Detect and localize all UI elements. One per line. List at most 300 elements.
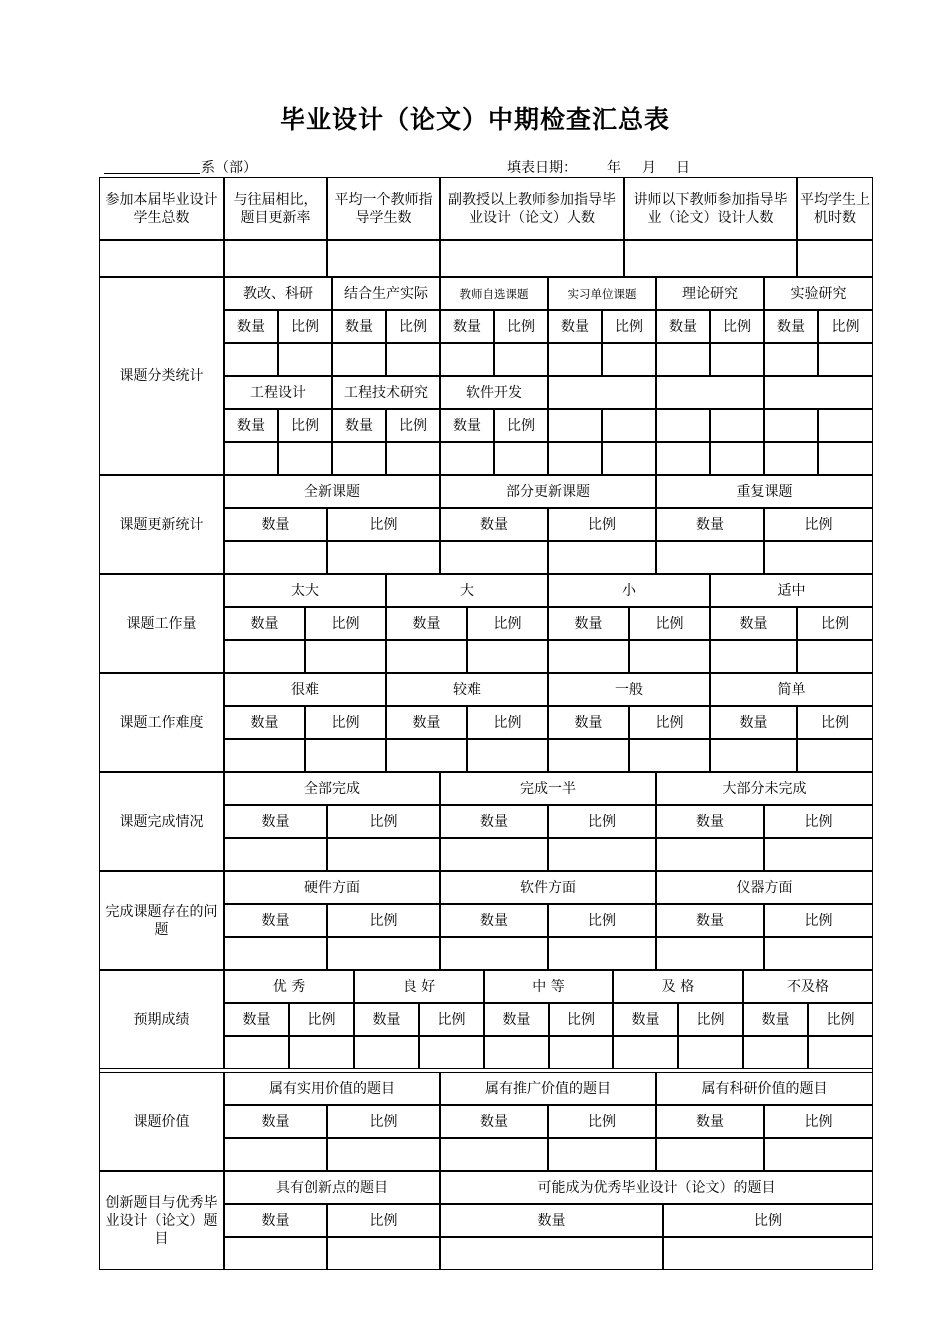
completion-ratio-header-text: 比例 — [369, 813, 398, 830]
innovation-label-text: 创新题目与优秀毕业设计（论文）题目 — [105, 1194, 218, 1247]
topic_update-value-cell[interactable] — [548, 541, 656, 574]
grades-value-cell[interactable] — [808, 1036, 873, 1069]
topic-category-ratio-header-2 — [818, 409, 873, 442]
difficulty-value-cell[interactable] — [629, 739, 710, 772]
topic-category-ratio-header — [386, 310, 440, 343]
innovation-ratio-header — [327, 1204, 440, 1237]
innovation-category-2-text: 可能成为优秀毕业设计（论文）的题目 — [537, 1179, 776, 1196]
topic-category-ratio-header-text: 比例 — [615, 318, 643, 335]
grades-value-cell[interactable] — [484, 1036, 549, 1069]
value-value-cell[interactable] — [548, 1138, 656, 1171]
value-ratio-header-text: 比例 — [804, 1113, 833, 1130]
topic_update-value-cell[interactable] — [440, 541, 548, 574]
topic_update-category-3-text: 重复课题 — [736, 483, 793, 500]
topic-category-type-1 — [224, 277, 332, 310]
topic-category-count-header — [440, 310, 494, 343]
topic-category-type2-2 — [332, 376, 440, 409]
difficulty-category-1-text: 很难 — [291, 681, 319, 698]
topic-category-value-cell-2[interactable] — [710, 442, 764, 475]
grades-ratio-header — [808, 1003, 873, 1036]
completion-ratio-header — [327, 805, 440, 838]
problems-count-header — [656, 904, 764, 937]
year-label: 年 — [607, 160, 621, 176]
workload-count-header-text: 数量 — [412, 615, 441, 632]
topic_update-ratio-header-text: 比例 — [804, 516, 833, 533]
topic-category-count-header-2 — [656, 409, 710, 442]
topic-category-count-header-2-text: 数量 — [453, 417, 481, 434]
topic-category-ratio-header-2 — [494, 409, 548, 442]
problems-label-text: 完成课题存在的问题 — [105, 903, 218, 938]
workload-count-header-text: 数量 — [739, 615, 768, 632]
value-value-cell[interactable] — [440, 1138, 548, 1171]
topic_update-ratio-header — [548, 508, 656, 541]
topic-category-value-cell[interactable] — [818, 343, 873, 376]
value-category-2-text: 属有推广价值的题目 — [485, 1080, 611, 1097]
innovation-value-cell[interactable] — [327, 1237, 440, 1270]
workload-ratio-header-text: 比例 — [331, 615, 360, 632]
topic-category-value-cell[interactable] — [494, 343, 548, 376]
grades-value-cell[interactable] — [224, 1036, 289, 1069]
topic-category-value-cell-2[interactable] — [332, 442, 386, 475]
topic-category-ratio-header-2 — [710, 409, 764, 442]
innovation-ratio-header-text: 比例 — [369, 1212, 398, 1229]
innovation-label — [99, 1171, 224, 1270]
value-value-cell[interactable] — [224, 1138, 327, 1171]
problems-label — [99, 871, 224, 970]
topic_update-value-cell[interactable] — [327, 541, 440, 574]
problems-category-3-text: 仪器方面 — [736, 879, 793, 896]
difficulty-ratio-header — [467, 706, 548, 739]
topic-category-value-cell[interactable] — [224, 343, 278, 376]
topic-category-value-cell-2[interactable] — [656, 442, 710, 475]
topic-category-count-header-text: 数量 — [345, 318, 373, 335]
difficulty-value-cell[interactable] — [386, 739, 467, 772]
grades-count-header — [613, 1003, 678, 1036]
difficulty-label-text: 课题工作难度 — [119, 714, 204, 731]
innovation-count-header — [440, 1204, 663, 1237]
topic-category-ratio-header-2 — [278, 409, 332, 442]
workload-count-header — [224, 607, 305, 640]
grades-category-3 — [484, 970, 613, 1003]
value-category-3-text: 属有科研价值的题目 — [701, 1080, 828, 1097]
difficulty-count-header — [224, 706, 305, 739]
difficulty-ratio-header — [305, 706, 386, 739]
topic-category-value-cell-2[interactable] — [548, 442, 602, 475]
completion-count-header-text: 数量 — [696, 813, 724, 830]
topic-category-count-header — [764, 310, 818, 343]
topic-category-type-2 — [332, 277, 440, 310]
grades-ratio-header-text: 比例 — [696, 1011, 725, 1028]
topic-category-type-5 — [656, 277, 764, 310]
innovation-category-2 — [440, 1171, 873, 1204]
grades-value-cell[interactable] — [549, 1036, 613, 1069]
summary-header-4-text: 副教授以上教师参加指导毕业设计（论文）人数 — [448, 191, 616, 226]
problems-ratio-header-text: 比例 — [369, 912, 398, 929]
workload-category-2 — [386, 574, 548, 607]
summary-value-1[interactable] — [99, 240, 224, 277]
grades-category-5 — [743, 970, 873, 1003]
topic-category-ratio-header-text: 比例 — [723, 318, 751, 335]
completion-ratio-header — [548, 805, 656, 838]
grades-count-header-text: 数量 — [372, 1011, 401, 1028]
difficulty-category-3-text: 一般 — [615, 681, 643, 698]
summary-header-5 — [624, 177, 797, 240]
workload-value-cell[interactable] — [548, 640, 629, 673]
topic-category-type-4-text: 实习单位课题 — [567, 286, 637, 301]
topic-category-type2-6 — [764, 376, 873, 409]
topic-category-type-2-text: 结合生产实际 — [344, 285, 428, 302]
difficulty-ratio-header-text: 比例 — [493, 714, 522, 731]
workload-value-cell[interactable] — [386, 640, 467, 673]
topic-category-value-cell[interactable] — [602, 343, 656, 376]
grades-count-header — [743, 1003, 808, 1036]
topic-category-type2-3-text: 软件开发 — [466, 384, 522, 401]
value-value-cell[interactable] — [327, 1138, 440, 1171]
department-blank[interactable] — [104, 159, 200, 174]
difficulty-count-header-text: 数量 — [412, 714, 441, 731]
problems-value-cell[interactable] — [440, 937, 548, 970]
completion-value-cell[interactable] — [440, 838, 548, 871]
difficulty-ratio-header-text: 比例 — [655, 714, 684, 731]
innovation-category-1 — [224, 1171, 440, 1204]
workload-ratio-header — [467, 607, 548, 640]
grades-count-header — [224, 1003, 289, 1036]
department-label: 系（部） — [201, 160, 257, 176]
topic-category-value-cell[interactable] — [710, 343, 764, 376]
topic-category-ratio-header — [710, 310, 764, 343]
workload-label-text: 课题工作量 — [126, 615, 197, 632]
date-label: 填表日期： — [507, 160, 577, 176]
grades-value-cell[interactable] — [678, 1036, 743, 1069]
grades-ratio-header-text: 比例 — [437, 1011, 466, 1028]
grades-category-3-text: 中 等 — [532, 978, 565, 995]
topic-category-type-3 — [440, 277, 548, 310]
problems-count-header-text: 数量 — [480, 912, 508, 929]
difficulty-ratio-header-text: 比例 — [821, 714, 849, 731]
grades-value-cell[interactable] — [613, 1036, 678, 1069]
grades-category-4-text: 及 格 — [661, 978, 695, 995]
topic_update-count-header-text: 数量 — [261, 516, 290, 533]
completion-value-cell[interactable] — [764, 838, 873, 871]
topic_update-ratio-header — [327, 508, 440, 541]
topic-category-type2-1 — [224, 376, 332, 409]
topic_update-ratio-header-text: 比例 — [588, 516, 616, 533]
value-count-header — [440, 1105, 548, 1138]
difficulty-category-4 — [710, 673, 873, 706]
summary-header-3-text: 平均一个教师指导学生数 — [334, 191, 433, 226]
innovation-value-cell[interactable] — [440, 1237, 663, 1270]
grades-count-header — [484, 1003, 549, 1036]
topic-category-type-4 — [548, 277, 656, 310]
topic-category-count-header-2 — [332, 409, 386, 442]
grades-count-header-text: 数量 — [631, 1011, 660, 1028]
value-value-cell[interactable] — [656, 1138, 764, 1171]
value-category-1 — [224, 1072, 440, 1105]
difficulty-count-header-text: 数量 — [574, 714, 603, 731]
topic-category-type-5-text: 理论研究 — [682, 285, 738, 302]
difficulty-count-header-text: 数量 — [739, 714, 768, 731]
problems-value-cell[interactable] — [327, 937, 440, 970]
difficulty-ratio-header — [797, 706, 873, 739]
difficulty-ratio-header-text: 比例 — [331, 714, 360, 731]
innovation-count-header — [224, 1204, 327, 1237]
topic_update-count-header — [224, 508, 327, 541]
problems-category-3 — [656, 871, 873, 904]
topic_update-category-1-text: 全新课题 — [304, 483, 360, 500]
topic_update-count-header-text: 数量 — [480, 516, 508, 533]
completion-category-1-text: 全部完成 — [304, 780, 360, 797]
innovation-category-1-text: 具有创新点的题目 — [276, 1179, 388, 1196]
workload-value-cell[interactable] — [224, 640, 305, 673]
topic-category-value-cell[interactable] — [386, 343, 440, 376]
value-value-cell[interactable] — [764, 1138, 873, 1171]
difficulty-value-cell[interactable] — [797, 739, 873, 772]
topic-category-ratio-header-2-text: 比例 — [507, 417, 535, 434]
workload-value-cell[interactable] — [305, 640, 386, 673]
summary-value-3[interactable] — [327, 240, 440, 277]
completion-value-cell[interactable] — [548, 838, 656, 871]
topic_update-ratio-header — [764, 508, 873, 541]
topic-category-ratio-header-text: 比例 — [507, 318, 535, 335]
topic-category-label-text: 课题分类统计 — [119, 368, 204, 384]
topic-category-ratio-header-2-text: 比例 — [399, 417, 427, 434]
topic-category-count-header — [332, 310, 386, 343]
month-label: 月 — [642, 160, 656, 176]
workload-count-header — [710, 607, 797, 640]
value-category-3 — [656, 1072, 873, 1105]
workload-ratio-header — [305, 607, 386, 640]
topic-category-value-cell[interactable] — [440, 343, 494, 376]
grades-value-cell[interactable] — [419, 1036, 484, 1069]
topic-category-count-header — [656, 310, 710, 343]
problems-count-header — [440, 904, 548, 937]
topic-category-ratio-header-text: 比例 — [831, 318, 860, 335]
topic-category-count-header-2-text: 数量 — [345, 417, 373, 434]
topic-category-ratio-header-2-text: 比例 — [291, 417, 319, 434]
grades-value-cell[interactable] — [743, 1036, 808, 1069]
grades-count-header — [354, 1003, 419, 1036]
topic-category-count-header-2-text: 数量 — [237, 417, 265, 434]
grades-ratio-header-text: 比例 — [307, 1011, 336, 1028]
grades-label-text: 预期成绩 — [133, 1011, 190, 1028]
workload-category-1 — [224, 574, 386, 607]
problems-ratio-header — [548, 904, 656, 937]
summary-header-3 — [327, 177, 440, 240]
grades-ratio-header-text: 比例 — [826, 1011, 855, 1028]
summary-value-6[interactable] — [797, 240, 873, 277]
value-ratio-header-text: 比例 — [369, 1113, 398, 1130]
topic-category-value-cell-2[interactable] — [818, 442, 873, 475]
grades-ratio-header — [549, 1003, 613, 1036]
topic-category-count-header-text: 数量 — [561, 318, 589, 335]
innovation-count-header-text: 数量 — [261, 1212, 290, 1229]
topic-category-type2-2-text: 工程技术研究 — [344, 384, 428, 401]
topic-category-count-header-text: 数量 — [453, 318, 481, 335]
summary-header-2 — [224, 177, 327, 240]
topic-category-value-cell-2[interactable] — [278, 442, 332, 475]
topic-category-value-cell-2[interactable] — [440, 442, 494, 475]
topic-category-type2-1-text: 工程设计 — [250, 384, 306, 401]
completion-category-3 — [656, 772, 873, 805]
completion-value-cell[interactable] — [327, 838, 440, 871]
value-ratio-header — [327, 1105, 440, 1138]
workload-label — [99, 574, 224, 673]
topic-category-count-header-text: 数量 — [777, 318, 805, 335]
completion-category-3-text: 大部分未完成 — [722, 780, 807, 797]
topic-category-type2-4 — [548, 376, 656, 409]
topic-category-value-cell-2[interactable] — [494, 442, 548, 475]
topic_update-label — [99, 475, 224, 574]
topic-category-value-cell-2[interactable] — [764, 442, 818, 475]
topic_update-value-cell[interactable] — [224, 541, 327, 574]
problems-value-cell[interactable] — [764, 937, 873, 970]
grades-value-cell[interactable] — [289, 1036, 354, 1069]
topic_update-count-header-text: 数量 — [696, 516, 724, 533]
workload-category-4-text: 适中 — [777, 582, 806, 599]
completion-category-1 — [224, 772, 440, 805]
problems-ratio-header-text: 比例 — [804, 912, 833, 929]
topic-category-type-1-text: 教改、科研 — [243, 285, 313, 302]
grades-category-1-text: 优 秀 — [272, 978, 306, 995]
summary-header-6 — [797, 177, 873, 240]
workload-category-3-text: 小 — [622, 582, 636, 599]
summary-value-5[interactable] — [624, 240, 797, 277]
problems-count-header-text: 数量 — [261, 912, 290, 929]
workload-count-header — [386, 607, 467, 640]
workload-value-cell[interactable] — [467, 640, 548, 673]
workload-category-3 — [548, 574, 710, 607]
difficulty-category-3 — [548, 673, 710, 706]
value-label-text: 课题价值 — [133, 1113, 190, 1130]
grades-label — [99, 970, 224, 1069]
completion-count-header — [656, 805, 764, 838]
completion-ratio-header-text: 比例 — [588, 813, 616, 830]
summary-header-1-text: 参加本届毕业设计学生总数 — [105, 191, 218, 226]
topic-category-count-header-2 — [764, 409, 818, 442]
completion-category-2 — [440, 772, 656, 805]
difficulty-value-cell[interactable] — [548, 739, 629, 772]
workload-value-cell[interactable] — [710, 640, 797, 673]
workload-count-header-text: 数量 — [250, 615, 279, 632]
topic-category-value-cell[interactable] — [764, 343, 818, 376]
grades-value-cell[interactable] — [354, 1036, 419, 1069]
problems-category-2-text: 软件方面 — [520, 879, 576, 896]
innovation-ratio-header — [663, 1204, 873, 1237]
workload-category-1-text: 太大 — [291, 582, 319, 599]
topic_update-count-header — [440, 508, 548, 541]
value-category-1-text: 属有实用价值的题目 — [269, 1080, 395, 1097]
grades-category-4 — [613, 970, 743, 1003]
problems-value-cell[interactable] — [224, 937, 327, 970]
topic-category-count-header-2 — [440, 409, 494, 442]
workload-ratio-header-text: 比例 — [821, 615, 849, 632]
topic-category-ratio-header — [818, 310, 873, 343]
workload-ratio-header — [797, 607, 873, 640]
workload-ratio-header-text: 比例 — [493, 615, 522, 632]
workload-count-header — [548, 607, 629, 640]
summary-value-4[interactable] — [440, 240, 624, 277]
topic-category-count-header-2 — [548, 409, 602, 442]
problems-category-1 — [224, 871, 440, 904]
grades-ratio-header — [419, 1003, 484, 1036]
topic-category-value-cell[interactable] — [656, 343, 710, 376]
innovation-count-header-text: 数量 — [537, 1212, 566, 1229]
summary-header-6-text: 平均学生上机时数 — [800, 191, 870, 226]
topic-category-value-cell-2[interactable] — [386, 442, 440, 475]
difficulty-count-header — [386, 706, 467, 739]
topic_update-value-cell[interactable] — [764, 541, 873, 574]
problems-category-2 — [440, 871, 656, 904]
completion-count-header-text: 数量 — [261, 813, 290, 830]
innovation-value-cell[interactable] — [663, 1237, 873, 1270]
topic-category-count-header — [224, 310, 278, 343]
topic-category-type2-5 — [656, 376, 764, 409]
summary-header-2-text: 与往届相比，题目更新率 — [233, 191, 318, 226]
grades-category-1 — [224, 970, 354, 1003]
problems-value-cell[interactable] — [548, 937, 656, 970]
difficulty-value-cell[interactable] — [710, 739, 797, 772]
topic-category-value-cell-2[interactable] — [224, 442, 278, 475]
completion-value-cell[interactable] — [656, 838, 764, 871]
summary-header-5-text: 讲师以下教师参加指导毕业（论文）设计人数 — [633, 191, 788, 226]
workload-value-cell[interactable] — [629, 640, 710, 673]
difficulty-count-header — [548, 706, 629, 739]
difficulty-category-2-text: 较难 — [453, 681, 481, 698]
topic-category-type-6 — [764, 277, 873, 310]
workload-category-2-text: 大 — [460, 582, 474, 599]
completion-label — [99, 772, 224, 871]
difficulty-count-header-text: 数量 — [250, 714, 279, 731]
topic_update-value-cell[interactable] — [656, 541, 764, 574]
problems-ratio-header — [327, 904, 440, 937]
value-count-header — [224, 1105, 327, 1138]
value-count-header-text: 数量 — [261, 1113, 290, 1130]
grades-ratio-header-text: 比例 — [567, 1011, 595, 1028]
problems-ratio-header — [764, 904, 873, 937]
workload-count-header-text: 数量 — [574, 615, 603, 632]
completion-count-header — [224, 805, 327, 838]
topic-category-count-header-text: 数量 — [237, 318, 265, 335]
topic-category-ratio-header-text: 比例 — [399, 318, 427, 335]
topic-category-ratio-header-2 — [602, 409, 656, 442]
topic-category-value-cell[interactable] — [278, 343, 332, 376]
difficulty-value-cell[interactable] — [305, 739, 386, 772]
topic-category-type-6-text: 实验研究 — [790, 285, 847, 302]
problems-value-cell[interactable] — [656, 937, 764, 970]
topic-category-value-cell[interactable] — [548, 343, 602, 376]
form-title: 毕业设计（论文）中期检查汇总表 — [279, 105, 670, 134]
topic-category-ratio-header — [278, 310, 332, 343]
workload-ratio-header-text: 比例 — [655, 615, 684, 632]
topic-category-label — [99, 277, 224, 475]
value-ratio-header-text: 比例 — [588, 1113, 616, 1130]
value-category-2 — [440, 1072, 656, 1105]
workload-value-cell[interactable] — [797, 640, 873, 673]
completion-count-header-text: 数量 — [480, 813, 508, 830]
topic-category-value-cell[interactable] — [332, 343, 386, 376]
topic_update-ratio-header-text: 比例 — [369, 516, 398, 533]
difficulty-count-header — [710, 706, 797, 739]
topic-category-value-cell-2[interactable] — [602, 442, 656, 475]
difficulty-value-cell[interactable] — [467, 739, 548, 772]
completion-value-cell[interactable] — [224, 838, 327, 871]
grades-category-2-text: 良 好 — [402, 978, 436, 995]
problems-ratio-header-text: 比例 — [588, 912, 616, 929]
summary-value-2[interactable] — [224, 240, 327, 277]
problems-category-1-text: 硬件方面 — [304, 879, 360, 896]
difficulty-value-cell[interactable] — [224, 739, 305, 772]
innovation-value-cell[interactable] — [224, 1237, 327, 1270]
